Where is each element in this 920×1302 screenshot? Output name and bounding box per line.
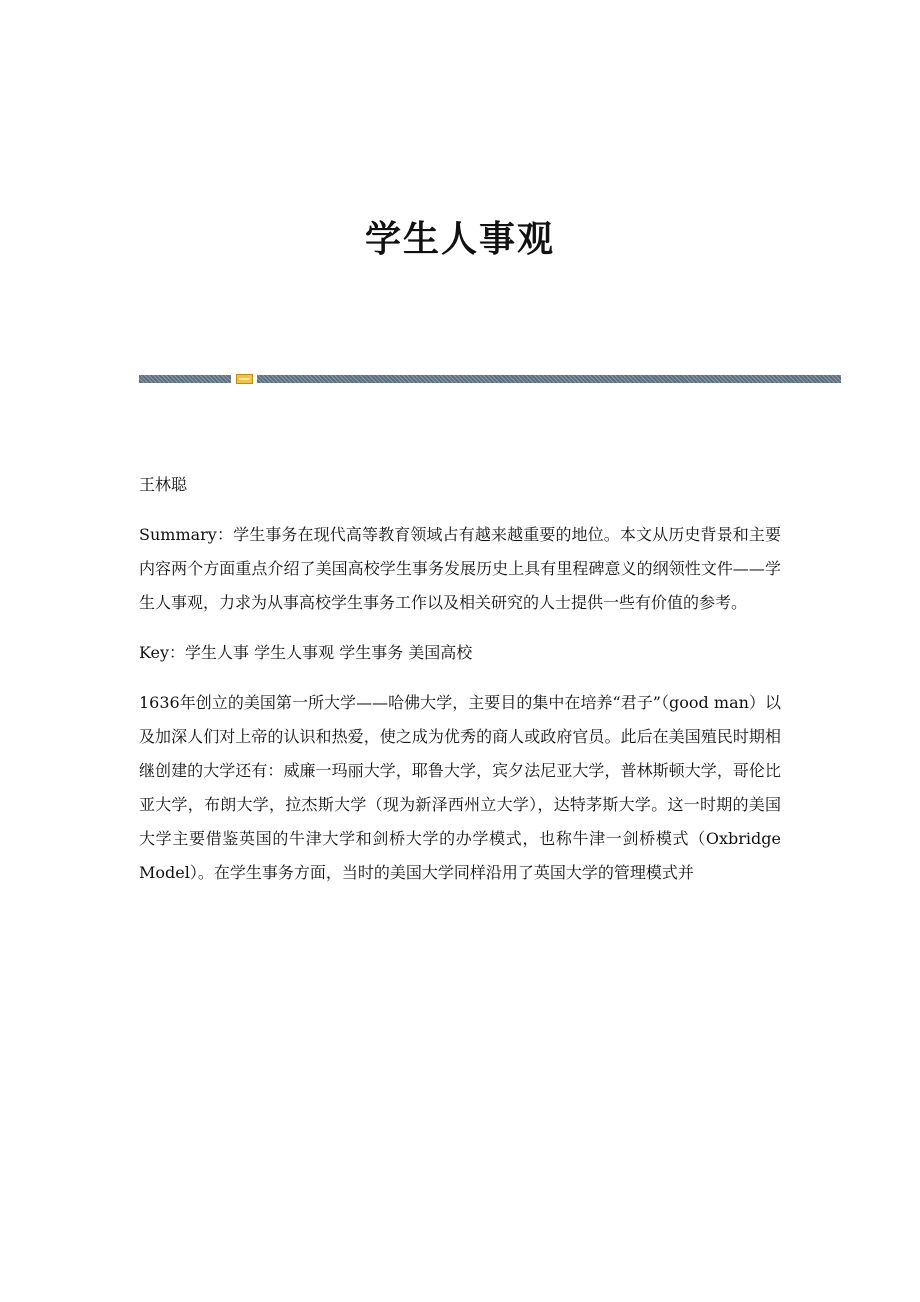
summary-text: 学生事务在现代高等教育领域占有越来越重要的地位。本文从历史背景和主要内容两个方面重点介绍了美国高校学生事务发展历史上具有里程碑意义的纲领性文件——学生人事观，力求为从事高校学生事务工作以及相关研究的人士提供一些有价值的参考。 <box>139 525 781 612</box>
body-paragraph: 1636年创立的美国第一所大学——哈佛大学，主要目的集中在培养“君子”（good man）以及加深人们对上帝的认识和热爱，使之成为优秀的商人或政府官员。此后在美国殖民时期相继创建的大学还有：威廉一玛丽大学，耶鲁大学，宾夕法尼亚大学，普林斯顿大学，哥伦比亚大学，布朗大学，拉杰斯大学（现为新泽西州立大学），达特茅斯大学。这一时期的美国大学主要借鉴英国的牛津大学和剑桥大学的办学模式，也称牛津一剑桥模式（Oxbridge Model）。在学生事务方面，当时的美国大学同样沿用了英国大学的管理模式并 <box>139 693 781 882</box>
document-title: 学生人事观 <box>364 219 555 260</box>
keywords-text: 学生人事 学生人事观 学生事务 美国高校 <box>185 643 473 662</box>
title-divider <box>139 374 841 384</box>
divider-right-bar <box>257 375 841 383</box>
divider-left-bar <box>139 375 231 383</box>
document-body <box>139 468 781 906</box>
summary-paragraph <box>139 518 781 620</box>
keywords-paragraph <box>139 636 781 670</box>
divider-ornament-icon <box>236 374 253 384</box>
summary-label: Summary： <box>139 525 234 544</box>
author-name: 王林聪 <box>139 475 188 494</box>
keywords-label: Key： <box>139 643 186 662</box>
